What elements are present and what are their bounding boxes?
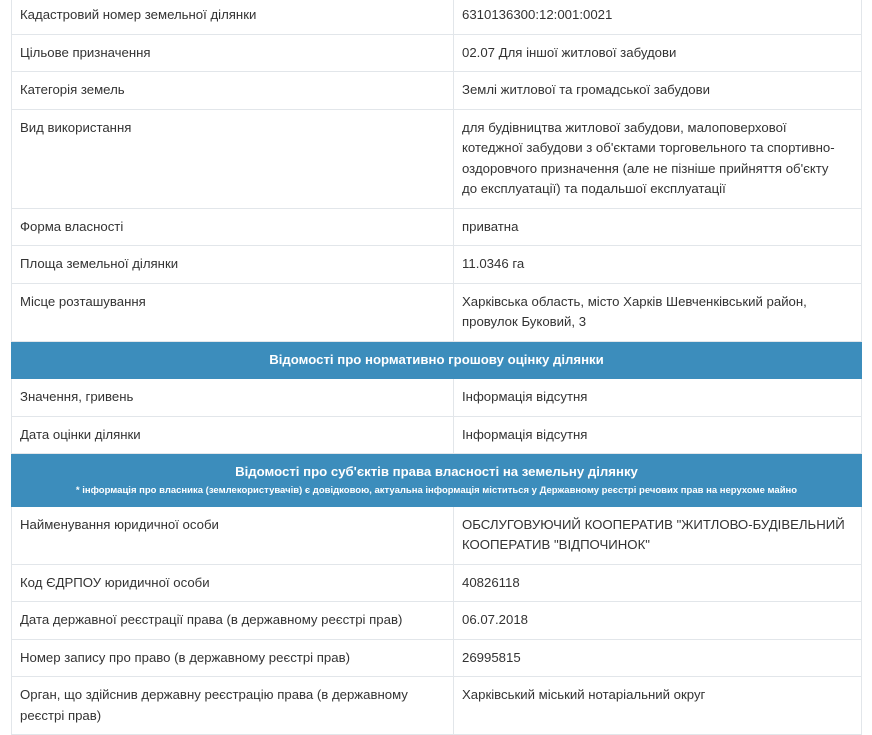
row-label: Категорія земель xyxy=(12,72,454,110)
table-row xyxy=(12,506,862,564)
table-row xyxy=(12,416,862,454)
section-header-cell xyxy=(12,454,862,507)
row-label: Дата державної реєстрації права (в державному реєстрі прав) xyxy=(12,602,454,640)
row-value: 06.07.2018 xyxy=(454,602,862,640)
row-value: 02.07 Для іншої житлової забудови xyxy=(454,34,862,72)
row-value: Інформація відсутня xyxy=(454,416,862,454)
row-value: 40826118 xyxy=(454,564,862,602)
row-label: Кадастровий номер земельної ділянки xyxy=(12,0,454,34)
row-value: 6310136300:12:001:0021 xyxy=(454,0,862,34)
land-parcel-info-panel xyxy=(11,0,862,735)
table-row xyxy=(12,0,862,34)
table-row xyxy=(12,208,862,246)
table-row xyxy=(12,109,862,208)
row-label: Цільове призначення xyxy=(12,34,454,72)
row-label: Номер запису про право (в державному реєстрі прав) xyxy=(12,639,454,677)
row-value: 11.0346 га xyxy=(454,246,862,284)
row-value: приватна xyxy=(454,208,862,246)
row-label: Місце розташування xyxy=(12,283,454,341)
table-row xyxy=(12,677,862,735)
row-label: Форма власності xyxy=(12,208,454,246)
row-label: Вид використання xyxy=(12,109,454,208)
table-row xyxy=(12,283,862,341)
table-row xyxy=(12,34,862,72)
row-label: Значення, гривень xyxy=(12,379,454,417)
row-label: Орган, що здійснив державну реєстрацію права (в державному реєстрі прав) xyxy=(12,677,454,735)
section-title: Відомості про суб'єктів права власності на земельну ділянку xyxy=(235,464,638,479)
row-value: Землі житлової та громадської забудови xyxy=(454,72,862,110)
row-value: 26995815 xyxy=(454,639,862,677)
row-label: Дата оцінки ділянки xyxy=(12,416,454,454)
land-parcel-info-table xyxy=(11,0,862,735)
section-title: Відомості про нормативно грошову оцінку ділянки xyxy=(12,341,862,379)
table-row xyxy=(12,639,862,677)
row-label: Найменування юридичної особи xyxy=(12,506,454,564)
ownership-section-header xyxy=(12,454,862,507)
table-row xyxy=(12,72,862,110)
section-note: * інформація про власника (землекористувачів) є довідковою, актуальна інформація міститься у Державному реєстрі речових прав на нерухоме майно xyxy=(75,484,798,496)
row-label: Код ЄДРПОУ юридичної особи xyxy=(12,564,454,602)
row-value: Харківська область, місто Харків Шевченківський район, провулок Буковий, 3 xyxy=(454,283,862,341)
row-label: Площа земельної ділянки xyxy=(12,246,454,284)
table-row xyxy=(12,564,862,602)
table-row xyxy=(12,602,862,640)
table-row xyxy=(12,246,862,284)
row-value: ОБСЛУГОВУЮЧИЙ КООПЕРАТИВ "ЖИТЛОВО-БУДІВЕЛЬНИЙ КООПЕРАТИВ "ВІДПОЧИНОК" xyxy=(454,506,862,564)
row-value: для будівництва житлової забудови, малоповерхової котеджної забудови з об'єктами торговельного та спортивно-оздоровчого призначення (але не пізніше прийняття об'єкту до експлуатації) та подальшої експлуатації xyxy=(454,109,862,208)
row-value: Харківський міський нотаріальний округ xyxy=(454,677,862,735)
valuation-section-header xyxy=(12,341,862,379)
row-value: Інформація відсутня xyxy=(454,379,862,417)
table-row xyxy=(12,379,862,417)
